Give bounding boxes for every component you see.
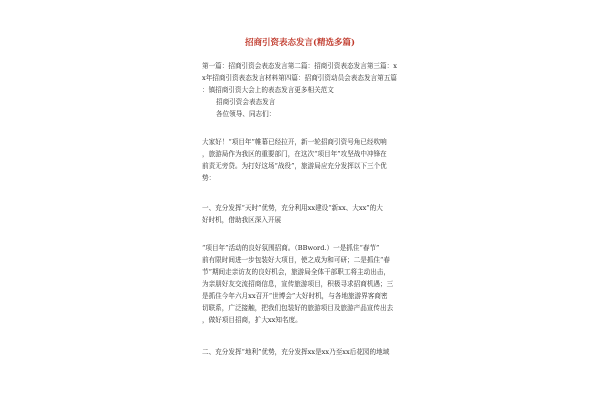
body-line: 是抓住今年六月xx召开“世博会”大好时机，与各地旅游界客商密 [202, 292, 388, 300]
section-heading: 二、充分发挥“地利”优势，充分发挥xx是xx乃至xx后花园的地域 [202, 348, 390, 356]
intro-line: 前责无旁贷。为打好这场“战役”，旅游局应充分发挥以下三个优 [202, 162, 387, 170]
body-line: ，做好项目招商，扩大xx知名度。 [202, 316, 302, 324]
intro-line: 势： [202, 174, 216, 182]
body-line: 节”期间走亲访友的良好机会，旅游局全体干部职工将主动出击， [202, 268, 390, 276]
body-line: “项目年”活动的良好氛围招商。（BBword.）一是抓住“春节” [202, 244, 380, 252]
intro-line: 大家好！“项目年”帷幕已经拉开，新一轮招商引资号角已经吹响 [202, 138, 387, 146]
subtitle: 招商引资会表态发言 [216, 98, 276, 106]
toc-line: 第一篇：招商引资会表态发言第二篇：招商引资表态发言第三篇：x [202, 62, 397, 70]
greeting: 各位领导、同志们： [216, 110, 276, 118]
toc-line: x年招商引资表态发言材料第四篇：招商引资动员会表态发言第五篇 [202, 74, 397, 82]
section-heading: 好时机，借助我区深入开展 [202, 216, 282, 224]
document-title: 招商引资表态发言(精选多篇) [244, 38, 356, 48]
body-line: 切联系，广泛接触，把我们包装好的旅游项目及旅游产品宣传出去 [202, 304, 394, 312]
body-line: 为亲朋好友交流招商信息，宣传旅游项目，积极寻求招商机遇；三 [202, 280, 394, 288]
section-heading: 一、充分发挥“天时”优势，充分利用xx建设“新xx、大xx”的大 [202, 204, 383, 212]
body-line: 前有限时间进一步包装好大项目，使之成为和可研；二是抓住“春 [202, 256, 390, 264]
intro-line: ，旅游局作为我区的重要部门，在这次“项目年”攻坚战中冲锋在 [202, 150, 387, 158]
toc-line: ：镇招商引资大会上的表态发言更多相关范文 [202, 86, 334, 94]
